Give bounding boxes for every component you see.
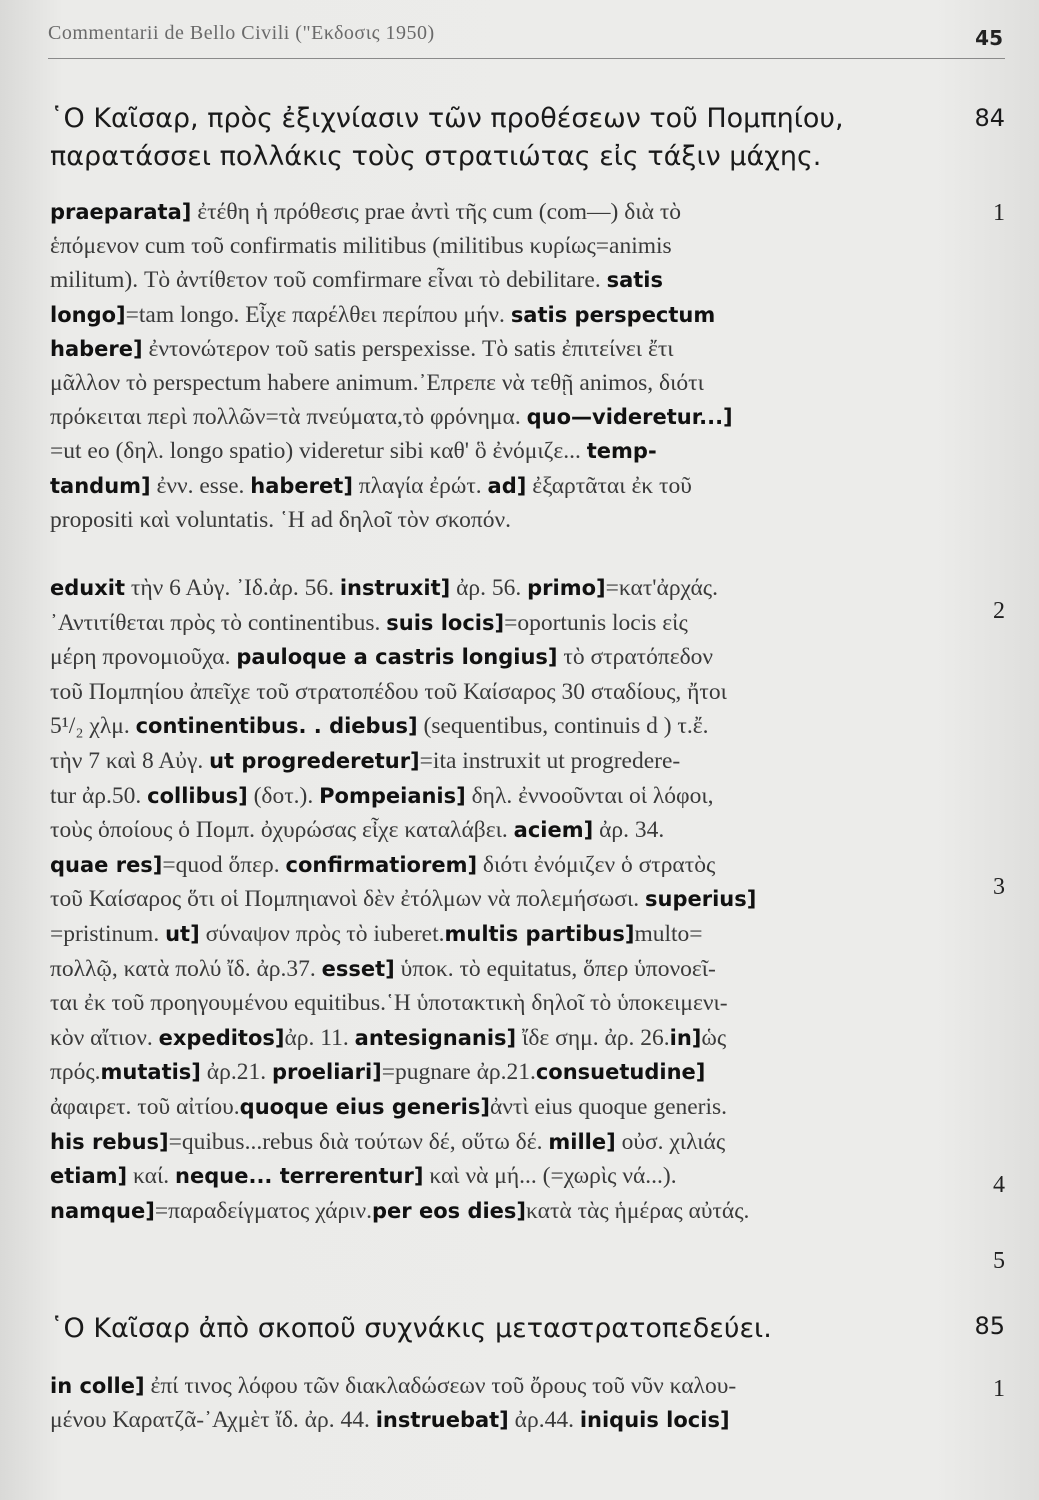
gloss-text: ἀρ.21.: [200, 1059, 272, 1086]
header-rule: [48, 58, 1005, 59]
gloss-text: καί.: [127, 1163, 176, 1190]
commentary-line: [50, 1091, 940, 1124]
gloss-text: ἐπί τινος λόφου τῶν διακλαδώσεων τοῦ ὄρους τοῦ νῦν καλου-: [144, 1373, 737, 1399]
margin-line-number: 1: [993, 200, 1005, 226]
commentary-line: [50, 504, 940, 537]
gloss-text: =ut eo (δηλ. longo spatio) videretur sibi καθ' ὃ ἐνόμιζε...: [50, 438, 587, 465]
commentary-line: [50, 470, 940, 503]
gloss-text: =tam longo. Εἶχε παρέλθει περίπου μήν.: [125, 301, 511, 328]
gloss-text: τοῦ Καίσαρος ὅτι οἱ Πομπηιανοὶ δὲν ἐτόλμων νὰ πολεμήσωσι.: [50, 886, 646, 913]
commentary-line: [50, 1404, 940, 1437]
gloss-text: ἀρ.44.: [508, 1407, 580, 1433]
gloss-text: καὶ νὰ μή... (=χωρὶς νά...).: [423, 1163, 677, 1190]
gloss-text: militum). Τὸ ἀντίθετον τοῦ comfirmare εἶναι τὸ debilitare.: [50, 267, 607, 294]
section-85-heading: [50, 1310, 950, 1348]
lemma: temp-: [586, 439, 657, 464]
commentary-line: [50, 230, 940, 263]
page-number: 45: [975, 26, 1003, 50]
section-heading-line: ῾Ο Καῖσαρ, πρὸς ἐξιχνίασιν τῶν προθέσεων τοῦ Πομπηίου,: [50, 103, 844, 134]
margin-line-number: 1: [993, 1376, 1005, 1402]
gloss-text: (δοτ.).: [247, 782, 320, 809]
commentary-line: [50, 780, 940, 813]
lemma: superius]: [645, 887, 757, 912]
gloss-text: =quod ὅπερ.: [162, 851, 286, 878]
lemma: mille]: [548, 1129, 616, 1154]
commentary-line: [50, 1126, 940, 1159]
gloss-text: ἀφαιρετ. τοῦ αἰτίου.: [50, 1094, 240, 1120]
commentary-line: [50, 1056, 940, 1089]
lemma: consuetudine]: [535, 1060, 706, 1085]
lemma: longo]: [50, 302, 126, 327]
lemma: pauloque a castris longius]: [236, 645, 558, 670]
gloss-text: μέρη προνομιοῦχα.: [50, 644, 237, 671]
commentary-line: [50, 299, 940, 332]
section-number: 85: [974, 1312, 1005, 1340]
lemma: in]: [669, 1025, 702, 1050]
gloss-text: μᾶλλον τὸ perspectum habere animum.᾿Επρεπε νὰ τεθῇ animos, διότι: [50, 370, 704, 396]
lemma: quae res]: [50, 852, 163, 877]
gloss-text: ὡς: [701, 1024, 727, 1051]
margin-line-number: 4: [993, 1172, 1005, 1198]
margin-line-number: 2: [993, 598, 1005, 624]
gloss-text: ἀρ. 11.: [284, 1024, 355, 1051]
lemma: satis perspectum: [510, 302, 716, 327]
lemma: multis partibus]: [444, 922, 635, 946]
lemma: collibus]: [147, 783, 248, 808]
gloss-text: tur ἀρ.50.: [50, 782, 148, 809]
section-number: 84: [974, 104, 1005, 132]
commentary-line: [50, 918, 940, 951]
gloss-text: multo=: [634, 921, 703, 947]
lemma: suis locis]: [386, 610, 505, 635]
lemma: continentibus. . diebus]: [135, 714, 418, 739]
gloss-text: 5¹/₂ χλμ.: [50, 713, 136, 740]
lemma: quo—videretur...]: [526, 405, 733, 430]
gloss-text: ἀρ. 34.: [593, 817, 665, 844]
section-heading-line: ῾Ο Καῖσαρ ἀπὸ σκοποῦ συχνάκις μεταστρατοπεδεύει.: [50, 1313, 772, 1344]
commentary-line: [50, 607, 940, 640]
lemma: Pompeianis]: [319, 783, 466, 808]
gloss-text: σύναψον πρὸς τὸ iuberet.: [199, 921, 445, 947]
lemma: aciem]: [513, 818, 594, 843]
commentary-line: [50, 1022, 940, 1055]
gloss-text: =παραδείγματος χάριν.: [154, 1197, 373, 1224]
section-84-heading: [50, 100, 950, 176]
gloss-text: μένου Καρατζᾶ-᾿Αχμὲτ ἴδ. ἀρ. 44.: [50, 1407, 376, 1433]
commentary-line: [50, 987, 940, 1020]
commentary-line: [50, 435, 940, 468]
lemma: satis: [606, 268, 663, 293]
commentary-line: [50, 572, 940, 605]
lemma: habere]: [50, 336, 143, 361]
gloss-text: τὸ στρατόπεδον: [557, 644, 714, 671]
gloss-text: τοὺς ὁποίους ὁ Πομπ. ὀχυρώσας εἶχε καταλάβει.: [50, 817, 514, 844]
gloss-text: =quibus...rebus διὰ τούτων δέ, οὕτω δέ.: [168, 1128, 549, 1155]
gloss-text: κατὰ τὰς ἡμέρας αὐτάς.: [526, 1197, 750, 1224]
commentary-line: [50, 1160, 940, 1193]
commentary-line: [50, 676, 940, 709]
lemma: neque... terrerentur]: [175, 1164, 424, 1189]
lemma: ad]: [487, 473, 527, 498]
gloss-text: ὑποκ. τὸ equitatus, ὅπερ ὑπονοεῖ-: [394, 955, 716, 982]
lemma: namque]: [50, 1198, 155, 1223]
gloss-text: τοῦ Πομπηίου ἀπεῖχε τοῦ στρατοπέδου τοῦ Καίσαρος 30 σταδίους, ἤτοι: [50, 678, 727, 705]
gloss-text: δηλ. ἐννοοῦνται οἱ λόφοι,: [465, 782, 714, 809]
lemma: ut]: [165, 922, 200, 946]
lemma: mutatis]: [100, 1060, 201, 1085]
commentary-line: [50, 367, 940, 400]
lemma: quoque eius generis]: [239, 1095, 490, 1119]
gloss-text: ἴδε σημ. ἀρ. 26.: [516, 1024, 670, 1051]
gloss-text: ἀντὶ eius quoque generis.: [489, 1094, 728, 1120]
gloss-text: propositi καὶ voluntatis. ῾Η ad δηλοῖ τὸν σκοπόν.: [50, 506, 512, 533]
lemma: etiam]: [50, 1164, 128, 1189]
gloss-text: (sequentibus, continuis d ) τ.ἔ.: [417, 713, 709, 740]
lemma: proeliari]: [271, 1060, 382, 1085]
lemma: confirmatiorem]: [285, 852, 478, 877]
commentary-line: [50, 883, 940, 916]
lemma: his rebus]: [50, 1129, 169, 1154]
commentary-line: [50, 1195, 940, 1228]
gloss-text: ἐντονώτερον τοῦ satis perspexisse. Τὸ satis ἐπιτείνει ἔτι: [142, 335, 674, 362]
commentary-line: [50, 641, 940, 674]
lemma: expeditos]: [158, 1025, 285, 1050]
gloss-text: οὐσ. χιλιάς: [615, 1128, 726, 1155]
gloss-text: ἐνν. esse.: [150, 472, 251, 499]
margin-line-number: 3: [993, 874, 1005, 900]
gloss-text: πλαγία ἐρώτ.: [352, 472, 488, 499]
section-heading-line: παρατάσσει πολλάκις τοὺς στρατιώτας εἰς τάξιν μάχης.: [50, 141, 822, 172]
lemma: in colle]: [50, 1374, 145, 1398]
gloss-text: πρός.: [50, 1059, 101, 1086]
gloss-text: ἀρ. 56.: [450, 575, 528, 601]
gloss-text: =pristinum.: [50, 921, 166, 947]
lemma: tandum]: [50, 473, 151, 498]
margin-line-number: 5: [993, 1248, 1005, 1274]
gloss-text: =pugnare ἀρ.21.: [381, 1059, 536, 1086]
commentary-line: [50, 333, 940, 366]
lemma: esset]: [321, 956, 395, 981]
lemma: instruebat]: [375, 1408, 509, 1432]
lemma: eduxit: [50, 576, 126, 600]
lemma: praeparata]: [50, 200, 192, 224]
commentary-line: [50, 814, 940, 847]
commentary-line: [50, 401, 940, 434]
gloss-text: πολλῷ, κατὰ πολύ ἴδ. ἀρ.37.: [50, 955, 322, 982]
lemma: primo]: [527, 576, 606, 600]
commentary-line: [50, 710, 940, 743]
gloss-text: ἐξαρτᾶται ἐκ τοῦ: [526, 472, 692, 499]
running-head: Commentarii de Bello Civili ("Εκδοσις 1950): [48, 22, 435, 44]
gloss-text: =κατ'ἀρχάς.: [605, 575, 718, 601]
gloss-text: =ita instruxit ut progredere-: [419, 748, 681, 774]
commentary-line: [50, 1370, 940, 1403]
gloss-text: διότι ἐνόμιζεν ὁ στρατὸς: [477, 851, 716, 878]
commentary-line: [50, 953, 940, 986]
lemma: instruxit]: [339, 576, 451, 600]
gloss-text: =oportunis locis εἰς: [504, 609, 688, 636]
lemma: antesignanis]: [354, 1025, 517, 1050]
lemma: iniquis locis]: [579, 1408, 730, 1432]
commentary-line: [50, 196, 940, 229]
gloss-text: τὴν 6 Αὐγ. ᾿Ιδ.ἀρ. 56.: [125, 575, 340, 601]
commentary-line: [50, 264, 940, 297]
lemma: ut progrederetur]: [209, 749, 420, 773]
gloss-text: ἐτέθη ἡ πρόθεσις prae ἀντὶ τῆς cum (com—) διὰ τὸ: [191, 199, 682, 225]
commentary-line: [50, 849, 940, 882]
lemma: per eos dies]: [372, 1198, 527, 1223]
gloss-text: κὸν αἴτιον.: [50, 1024, 159, 1051]
commentary-line: [50, 745, 940, 778]
gloss-text: ᾿Αντιτίθεται πρὸς τὸ continentibus.: [50, 609, 387, 636]
gloss-text: πρόκειται περὶ πολλῶν=τὰ πνεύματα,τὸ φρόνημα.: [50, 404, 527, 431]
gloss-text: ἑπόμενον cum τοῦ confirmatis militibus (militibus κυρίως=animis: [50, 233, 672, 260]
gloss-text: τὴν 7 καὶ 8 Αὐγ.: [50, 748, 210, 774]
lemma: haberet]: [250, 473, 353, 498]
gloss-text: ται ἐκ τοῦ προηγουμένου equitibus.῾Η ὑποτακτικὴ δηλοῖ τὸ ὑποκειμενι-: [50, 990, 728, 1017]
